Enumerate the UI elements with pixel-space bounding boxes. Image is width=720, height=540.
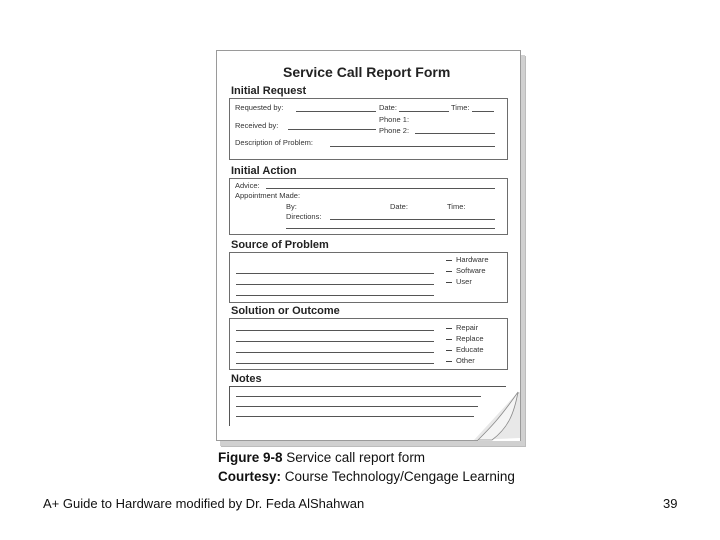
- footer-credit: A+ Guide to Hardware modified by Dr. Feda AlShahwan: [43, 496, 365, 511]
- section-heading-notes: Notes: [231, 373, 262, 385]
- description-label: Description of Problem:: [235, 138, 313, 147]
- checkbox-user[interactable]: [446, 277, 452, 283]
- option-software: Software: [456, 266, 486, 275]
- option-educate: Educate: [456, 345, 484, 354]
- courtesy-text: Course Technology/Cengage Learning: [281, 469, 515, 484]
- source-line-1[interactable]: [236, 273, 434, 274]
- courtesy-caption: [218, 469, 515, 484]
- appointment-label: Appointment Made:: [235, 191, 301, 200]
- option-replace: Replace: [456, 334, 484, 343]
- checkbox-hardware[interactable]: [446, 255, 452, 261]
- paper-edge: [216, 440, 478, 441]
- phone2-label: Phone 2:: [379, 126, 410, 135]
- time-field[interactable]: [472, 111, 494, 112]
- notes-line-2[interactable]: [236, 406, 478, 407]
- figure-text: Service call report form: [282, 450, 426, 465]
- date-field[interactable]: [399, 111, 449, 112]
- notes-top-border: [229, 386, 506, 387]
- checkbox-replace[interactable]: [446, 334, 452, 340]
- phone2-field[interactable]: [415, 133, 495, 134]
- form-title: Service Call Report Form: [283, 64, 451, 80]
- action-date-label: Date:: [390, 202, 408, 211]
- advice-label: Advice:: [235, 181, 260, 190]
- checkbox-software[interactable]: [446, 266, 452, 272]
- directions-field-2[interactable]: [286, 228, 495, 229]
- option-other: Other: [456, 356, 475, 365]
- figure-caption: [218, 450, 425, 465]
- section-heading-source: Source of Problem: [231, 239, 329, 251]
- source-line-2[interactable]: [236, 284, 434, 285]
- by-label: By:: [286, 202, 297, 211]
- time-label: Time:: [451, 103, 470, 112]
- phone1-label: Phone 1:: [379, 115, 410, 124]
- section-heading-initial-request: Initial Request: [231, 85, 307, 97]
- action-time-label: Time:: [447, 202, 466, 211]
- option-user: User: [456, 277, 472, 286]
- advice-field[interactable]: [266, 188, 495, 189]
- notes-line-3[interactable]: [236, 416, 474, 417]
- requested-by-label: Requested by:: [235, 103, 284, 112]
- description-field[interactable]: [330, 146, 495, 147]
- checkbox-repair[interactable]: [446, 323, 452, 329]
- checkbox-other[interactable]: [446, 356, 452, 362]
- source-line-3[interactable]: [236, 295, 434, 296]
- initial-action-box: [229, 178, 508, 235]
- courtesy-label: Courtesy:: [218, 469, 282, 484]
- directions-field[interactable]: [330, 219, 495, 220]
- notes-left-border: [229, 386, 230, 426]
- requested-by-field[interactable]: [296, 111, 376, 112]
- received-by-label: Received by:: [235, 121, 279, 130]
- section-heading-solution: Solution or Outcome: [231, 305, 340, 317]
- section-heading-initial-action: Initial Action: [231, 165, 297, 177]
- option-repair: Repair: [456, 323, 479, 332]
- received-by-field[interactable]: [288, 129, 376, 130]
- directions-label: Directions:: [286, 212, 322, 221]
- checkbox-educate[interactable]: [446, 345, 452, 351]
- figure-label: Figure 9-8: [218, 450, 283, 465]
- solution-line-3[interactable]: [236, 352, 434, 353]
- solution-line-1[interactable]: [236, 330, 434, 331]
- date-label: Date:: [379, 103, 397, 112]
- option-hardware: Hardware: [456, 255, 489, 264]
- notes-line-1[interactable]: [236, 396, 481, 397]
- solution-line-4[interactable]: [236, 363, 434, 364]
- page-number: 39: [663, 496, 678, 511]
- solution-line-2[interactable]: [236, 341, 434, 342]
